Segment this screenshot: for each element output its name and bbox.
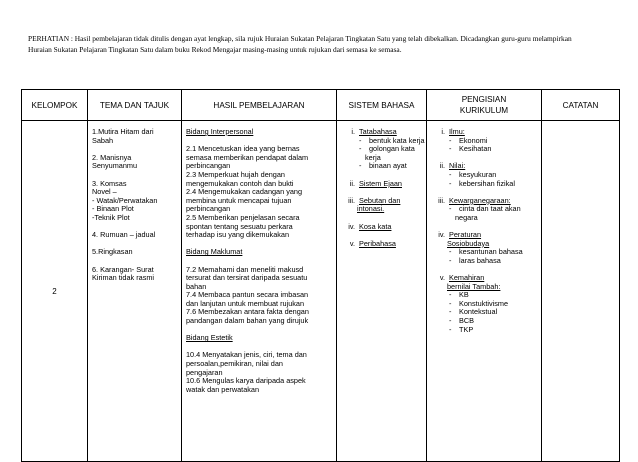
pengisian-subitem-text: cinta dan taat akan xyxy=(459,204,521,214)
pengisian-title: Nilai: xyxy=(449,161,466,171)
tema-line: 2. Manisnya xyxy=(92,152,132,162)
hasil-line: 2.5 Memberikan penjelasan secara xyxy=(186,212,300,222)
sistem-number: ii. xyxy=(349,178,355,188)
catatan-value xyxy=(542,121,619,128)
tema-line: 4. Rumuan – jadual xyxy=(92,230,156,240)
pengisian-subitem xyxy=(429,205,538,214)
pengisian-subitem-text: Konstuktivisme xyxy=(459,298,509,308)
header-catatan: CATATAN xyxy=(542,90,620,121)
kelompok-value: 2 xyxy=(52,286,57,296)
pengisian-item xyxy=(429,162,538,188)
header-kelompok: KELOMPOK xyxy=(22,90,88,121)
note-line-2: Huraian Sukatan Pelajaran Tingkatan Satu dalam buku Rekod Mengajar masing-masing untuk rujukan dari semasa ke semasa. xyxy=(28,44,402,54)
sistem-title-cont: intonasi. xyxy=(357,204,385,214)
tema-line: 6. Karangan- Surat xyxy=(92,264,154,274)
pengisian-subitem xyxy=(429,317,538,326)
sistem-subitem xyxy=(339,145,423,154)
note-line-1: PERHATIAN : Hasil pembelajaran tidak ditulis dengan ayat lengkap, sila rujuk Huraian Sukatan Pelajaran Tingkatan Satu yang telah dibekalkan. Dicadangkan guru-guru melampirkan xyxy=(28,34,572,43)
lesson-plan-table xyxy=(21,89,620,462)
dash-marker: - xyxy=(359,161,362,171)
tema-line: 1.Mutira Hitam dari xyxy=(92,127,154,136)
instruction-note xyxy=(28,34,613,55)
pengisian-item xyxy=(429,197,538,223)
sistem-subitem xyxy=(339,162,423,171)
hasil-line: 2.1 Mencetuskan idea yang bernas xyxy=(186,144,300,154)
tema-item xyxy=(92,231,178,240)
tema-item xyxy=(92,128,178,145)
tema-line: Sabah xyxy=(92,135,114,145)
pengisian-subitem-text: kesantunan bahasa xyxy=(459,247,523,257)
hasil-line: perbincangan xyxy=(186,161,231,171)
pengisian-subitem-text: TKP xyxy=(459,324,474,334)
pengisian-item xyxy=(429,128,538,154)
header-pengisian: PENGISIAN KURIKULUM xyxy=(427,90,542,121)
dash-marker: - xyxy=(359,135,362,145)
tema-item xyxy=(92,180,178,223)
sistem-title: Peribahasa xyxy=(359,238,396,248)
pengisian-subitem-text: laras bahasa xyxy=(459,255,501,265)
sistem-item xyxy=(339,180,423,189)
hasil-cell xyxy=(182,121,337,462)
sistem-title: Tatabahasa xyxy=(359,127,397,136)
hasil-line: 10.6 Mengulas karya daripada aspek xyxy=(186,376,306,386)
dash-marker: - xyxy=(449,144,452,154)
dash-marker: - xyxy=(359,144,362,154)
pengisian-title: Kewarganegaraan: xyxy=(449,195,511,205)
hasil-line: 2.3 Memperkuat hujah dengan xyxy=(186,169,285,179)
tema-line: - Binaan Plot xyxy=(92,204,134,214)
sistem-heading xyxy=(339,240,423,249)
hasil-line: perbincangan xyxy=(186,204,231,214)
table-header-row xyxy=(22,90,620,121)
hasil-line: spontan tentang sesuatu perkara xyxy=(186,221,293,231)
pengisian-number: ii. xyxy=(439,161,445,171)
dash-marker: - xyxy=(449,290,452,300)
sistem-title: Sistem Ejaan xyxy=(359,178,402,188)
sistem-subitem-text: golongan kata xyxy=(369,144,415,154)
sistem-number: iii. xyxy=(348,195,355,205)
tema-line: - Watak/Perwatakan xyxy=(92,195,158,205)
hasil-section xyxy=(186,128,333,240)
hasil-heading: Bidang Maklumat xyxy=(186,247,243,257)
pengisian-subitem xyxy=(429,257,538,266)
tema-line: Kiriman tidak rasmi xyxy=(92,273,155,283)
pengisian-subitem-text: Ekonomi xyxy=(459,135,488,145)
hasil-section xyxy=(186,248,333,325)
pengisian-number: iv. xyxy=(438,230,445,240)
header-tema: TEMA DAN TAJUK xyxy=(88,90,182,121)
dash-marker: - xyxy=(449,307,452,317)
tema-cell xyxy=(88,121,182,462)
hasil-line: mengemukakan contoh dan bukti xyxy=(186,178,294,188)
dash-marker: - xyxy=(449,324,452,334)
sistem-number: i. xyxy=(351,127,355,136)
pengisian-number: v. xyxy=(439,273,445,283)
hasil-line: dan lanjutan untuk membuat rujukan xyxy=(186,298,305,308)
kelompok-cell xyxy=(22,121,88,462)
pengisian-subitem-text: KB xyxy=(459,290,469,300)
header-sistem: SISTEM BAHASA xyxy=(337,90,427,121)
pengisian-subitem xyxy=(429,326,538,335)
pengisian-subitem-text: Kesihatan xyxy=(459,144,492,154)
sistem-subitem-text: binaan ayat xyxy=(369,161,407,171)
header-hasil: HASIL PEMBELAJARAN xyxy=(182,90,337,121)
hasil-line: semasa memberikan pendapat dalam xyxy=(186,152,309,162)
dash-marker: - xyxy=(449,247,452,257)
hasil-line: membina untuk mencapai tujuan xyxy=(186,195,292,205)
hasil-heading: Bidang Interpersonal xyxy=(186,127,254,136)
dash-marker: - xyxy=(449,316,452,326)
pengisian-subitem-text: kesyukuran xyxy=(459,169,497,179)
hasil-line: watak dan perwatakan xyxy=(186,384,260,394)
dash-marker: - xyxy=(449,135,452,145)
hasil-line: tersurat dan tersirat daripada sesuatu xyxy=(186,273,308,283)
hasil-line: terhadap isu yang dikemukakan xyxy=(186,230,290,240)
pengisian-subitem xyxy=(429,145,538,154)
catatan-cell xyxy=(542,121,620,462)
sistem-subitem-cont: kerja xyxy=(365,152,381,162)
sistem-heading xyxy=(339,223,423,232)
pengisian-title: Ilmu: xyxy=(449,127,465,136)
hasil-heading: Bidang Estetik xyxy=(186,333,233,343)
hasil-line: bahan xyxy=(186,281,207,291)
tema-line: 5.Ringkasan xyxy=(92,247,133,257)
hasil-line: pengajaran xyxy=(186,367,223,377)
pengisian-title: Kemahiran xyxy=(449,273,485,283)
pengisian-title-cont: Sosiobudaya xyxy=(447,238,490,248)
dash-marker: - xyxy=(449,298,452,308)
hasil-line: persoalan,pemikiran, nilai dan xyxy=(186,359,283,369)
pengisian-subitem xyxy=(429,180,538,189)
pengisian-subitem-text: Kontekstual xyxy=(459,307,498,317)
sistem-number: iv. xyxy=(348,221,355,231)
sistem-item xyxy=(339,128,423,171)
sistem-item xyxy=(339,240,423,249)
table-row xyxy=(22,121,620,462)
pengisian-title-cont: bernilai Tambah: xyxy=(447,281,501,291)
tema-line: Senyumanmu xyxy=(92,161,138,171)
sistem-subitem-text: bentuk kata kerja xyxy=(369,135,425,145)
pengisian-subitem-text: kebersihan fizikal xyxy=(459,178,515,188)
sistem-title: Kosa kata xyxy=(359,221,392,231)
tema-item xyxy=(92,154,178,171)
tema-item xyxy=(92,266,178,283)
dash-marker: - xyxy=(449,169,452,179)
tema-line: 3. Komsas xyxy=(92,178,127,188)
pengisian-title: Peraturan xyxy=(449,230,482,240)
dash-marker: - xyxy=(449,255,452,265)
tema-item xyxy=(92,248,178,257)
hasil-line: pandangan dalam bahan yang dirujuk xyxy=(186,316,309,326)
pengisian-subitem xyxy=(429,308,538,317)
pengisian-item xyxy=(429,274,538,334)
pengisian-subitem-text: BCB xyxy=(459,316,475,326)
dash-marker: - xyxy=(449,178,452,188)
pengisian-cell xyxy=(427,121,542,462)
sistem-heading xyxy=(339,180,423,189)
sistem-item xyxy=(339,197,423,214)
dash-marker: - xyxy=(449,204,452,214)
pengisian-subitem-cont: negara xyxy=(455,212,478,222)
hasil-line: 7.4 Membaca pantun secara imbasan xyxy=(186,290,309,300)
sistem-cell xyxy=(337,121,427,462)
pengisian-number: iii. xyxy=(438,195,445,205)
tema-line: Novel – xyxy=(92,187,117,197)
sistem-item xyxy=(339,223,423,232)
tema-line: -Teknik Plot xyxy=(92,212,130,222)
hasil-line: 7.6 Membezakan antara fakta dengan xyxy=(186,307,309,317)
hasil-line: 2.4 Mengemukakan cadangan yang xyxy=(186,187,303,197)
pengisian-number: i. xyxy=(441,127,445,136)
hasil-line: 7.2 Memahami dan meneliti makusd xyxy=(186,264,304,274)
hasil-section xyxy=(186,334,333,394)
pengisian-item xyxy=(429,231,538,265)
sistem-title: Sebutan dan xyxy=(359,195,401,205)
sistem-number: v. xyxy=(349,238,355,248)
hasil-line: 10.4 Menyatakan jenis, ciri, tema dan xyxy=(186,350,307,360)
